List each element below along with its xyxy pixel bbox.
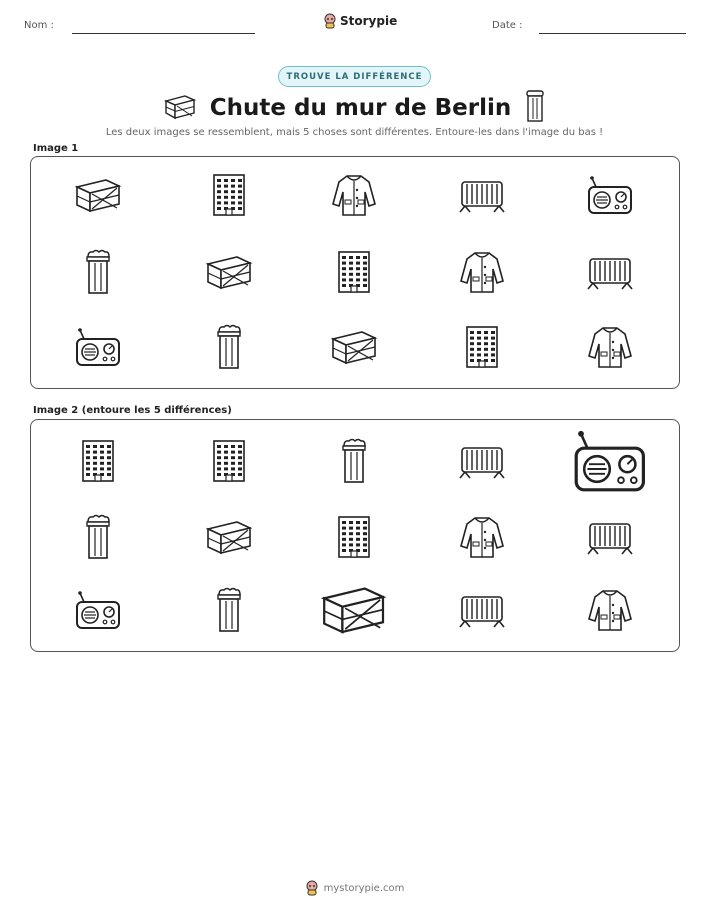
- image1-label: Image 1: [33, 143, 79, 154]
- building-icon: [211, 172, 247, 218]
- title-row: [0, 91, 709, 125]
- coat-icon: [331, 172, 377, 218]
- pillar-icon[interactable]: [214, 586, 244, 634]
- pillar-icon: [524, 89, 546, 127]
- building-icon[interactable]: [80, 438, 116, 484]
- crate-icon[interactable]: [205, 518, 253, 556]
- building-icon[interactable]: [336, 514, 372, 560]
- name-field-line[interactable]: [72, 33, 255, 34]
- pillar-icon[interactable]: [339, 437, 369, 485]
- coat-icon: [459, 249, 505, 295]
- barrier-icon: [457, 176, 507, 214]
- coat-icon: [587, 324, 633, 370]
- crate-icon: [163, 92, 197, 124]
- barrier-icon: [585, 253, 635, 291]
- radio-icon[interactable]: [75, 590, 121, 630]
- pillar-icon[interactable]: [83, 513, 113, 561]
- name-label: Nom :: [24, 20, 54, 31]
- footer-site: mystorypie.com: [323, 882, 405, 894]
- coat-icon[interactable]: [459, 514, 505, 560]
- barrier-icon[interactable]: [457, 442, 507, 480]
- building-icon: [336, 249, 372, 295]
- date-field-line[interactable]: [539, 33, 686, 34]
- mascot-icon: [323, 13, 337, 29]
- brand-name: Storypie: [340, 14, 398, 28]
- crate-icon[interactable]: [320, 583, 387, 636]
- image2-label: Image 2 (entoure les 5 différences): [33, 405, 232, 416]
- barrier-icon[interactable]: [457, 591, 507, 629]
- coat-icon[interactable]: [587, 587, 633, 633]
- radio-icon: [75, 327, 121, 367]
- page-title: Chute du mur de Berlin: [209, 95, 512, 121]
- crate-icon: [205, 253, 253, 291]
- crate-icon: [330, 328, 378, 366]
- footer: [0, 880, 709, 896]
- pillar-icon: [83, 248, 113, 296]
- date-label: Date :: [492, 20, 523, 31]
- building-icon: [464, 324, 500, 370]
- radio-icon: [587, 175, 633, 215]
- storypie-logo: [323, 13, 397, 29]
- crate-icon: [74, 176, 122, 214]
- activity-badge: TROUVE LA DIFFÉRENCE: [278, 66, 431, 87]
- instructions: Les deux images se ressemblent, mais 5 choses sont différentes. Entoure-les dans l'image du bas !: [105, 127, 604, 138]
- radio-icon[interactable]: [573, 429, 647, 493]
- pillar-icon: [214, 323, 244, 371]
- building-icon[interactable]: [211, 438, 247, 484]
- barrier-icon[interactable]: [585, 518, 635, 556]
- mascot-icon: [305, 880, 319, 896]
